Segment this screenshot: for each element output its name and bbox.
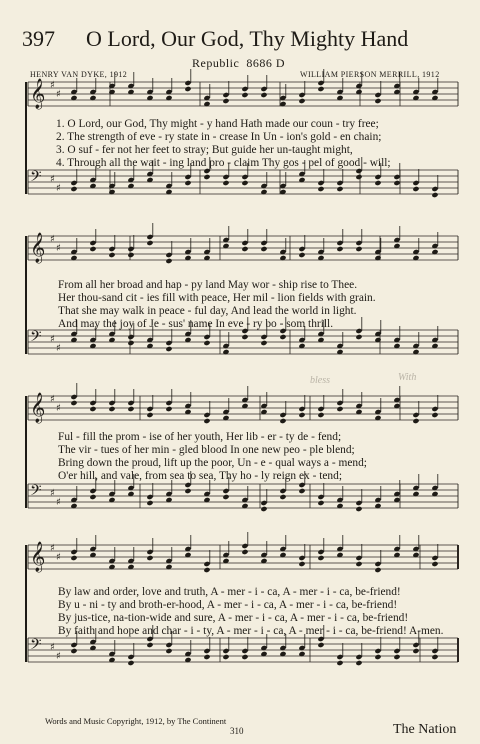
notehead — [298, 252, 305, 258]
notehead — [412, 186, 419, 192]
notehead — [374, 567, 381, 573]
lyric-line-verse-2: By u - ni - ty and broth-er-hood, A - mer - i - ca, A - mer - i - ca, be-friend! — [58, 599, 398, 611]
tune-line — [192, 56, 285, 71]
notehead — [241, 549, 248, 555]
notehead — [298, 412, 305, 418]
sharp-icon: ♯ — [56, 552, 61, 563]
notehead — [241, 334, 248, 340]
treble-clef-icon: 𝄞 — [30, 393, 46, 423]
treble-clef-icon: 𝄞 — [30, 79, 46, 109]
notehead — [279, 334, 286, 340]
system-brace — [25, 82, 27, 194]
sharp-icon: ♯ — [56, 89, 61, 100]
copyright-notice: Words and Music Copyright, 1912, by The Continent — [45, 716, 227, 726]
pencil-mark-1: bless — [310, 375, 330, 386]
lyric-line-verse-3: Bring down the proud, lift up the poor, Un - e - qual ways a - mend; — [58, 457, 367, 469]
sharp-icon: ♯ — [56, 183, 61, 194]
notehead — [260, 506, 267, 512]
sharp-icon: ♯ — [50, 488, 55, 499]
notehead — [336, 246, 343, 252]
notehead — [298, 561, 305, 567]
sharp-icon: ♯ — [56, 651, 61, 662]
lyric-line-verse-3: That she may walk in peace - ful day, And lead the world in light. — [58, 305, 357, 317]
notehead — [165, 346, 172, 352]
notehead — [165, 406, 172, 412]
notehead — [336, 406, 343, 412]
notehead — [89, 246, 96, 252]
notehead — [317, 500, 324, 506]
notehead — [279, 494, 286, 500]
sharp-icon: ♯ — [50, 642, 55, 653]
notehead — [374, 180, 381, 186]
sharp-icon: ♯ — [50, 174, 55, 185]
notehead — [184, 488, 191, 494]
notehead — [355, 506, 362, 512]
lyric-line-verse-1: Ful - fill the prom - ise of her youth, Her lib - er - ty de - fend; — [58, 431, 342, 443]
sharp-icon: ♯ — [50, 234, 55, 245]
hymn-number: 397 — [22, 26, 55, 51]
system-brace — [25, 236, 27, 354]
notehead — [108, 252, 115, 258]
notehead — [146, 642, 153, 648]
bass-clef-icon: 𝄢 — [30, 636, 42, 657]
treble-clef-icon: 𝄞 — [30, 542, 46, 572]
lyric-line-verse-4: By faith and hope and char - i - ty, A - mer - i - ca, A - mer - i - ca, be-friend! A-men. — [58, 625, 444, 637]
notehead — [127, 340, 134, 346]
notehead — [355, 334, 362, 340]
lyric-line-verse-2: Her thou-sand cit - ies fill with peace, Her mil - lion fields with grain. — [58, 292, 376, 304]
lyric-line-verse-1: 1. O Lord, our God, Thy might - y hand Hath made our coun - try free; — [56, 118, 379, 130]
bass-clef-icon: 𝄢 — [30, 168, 42, 189]
notehead — [374, 98, 381, 104]
lyric-line-verse-4: And may the joy of Je - sus' name In eve - ry bo - som thrill. — [58, 318, 334, 330]
notehead — [260, 340, 267, 346]
pencil-mark-2: With — [398, 372, 417, 383]
section-topic: The Nation — [393, 722, 457, 737]
notehead — [317, 642, 324, 648]
notehead — [355, 660, 362, 666]
staff-treble-1 — [0, 72, 480, 116]
notehead — [203, 567, 210, 573]
notehead — [165, 648, 172, 654]
notehead — [146, 412, 153, 418]
lyric-line-verse-3: By jus-tice, na-tion-wide and sure, A - mer - i - ca, A - mer - i - ca, be-friend! — [58, 612, 409, 624]
sharp-icon: ♯ — [56, 403, 61, 414]
notehead — [146, 555, 153, 561]
system-brace — [25, 545, 27, 662]
notehead — [203, 174, 210, 180]
notehead — [393, 654, 400, 660]
notehead — [222, 98, 229, 104]
notehead — [146, 500, 153, 506]
notehead — [89, 406, 96, 412]
notehead — [70, 648, 77, 654]
notehead — [431, 561, 438, 567]
notehead — [412, 648, 419, 654]
lyric-line-verse-3: 3. O suf - fer not her feet to stray; But guide her un-taught might, — [56, 144, 353, 156]
notehead — [260, 246, 267, 252]
notehead — [127, 252, 134, 258]
notehead — [317, 412, 324, 418]
sharp-icon: ♯ — [50, 334, 55, 345]
notehead — [317, 555, 324, 561]
notehead — [203, 418, 210, 424]
notehead — [431, 654, 438, 660]
notehead — [203, 340, 210, 346]
notehead — [89, 494, 96, 500]
meter: 8686 D — [246, 56, 285, 70]
notehead — [317, 186, 324, 192]
notehead — [127, 660, 134, 666]
sharp-icon: ♯ — [50, 543, 55, 554]
notehead — [336, 186, 343, 192]
staff-treble-4 — [0, 535, 480, 579]
notehead — [260, 92, 267, 98]
notehead — [431, 192, 438, 198]
notehead — [317, 86, 324, 92]
notehead — [241, 180, 248, 186]
notehead — [184, 180, 191, 186]
notehead — [374, 654, 381, 660]
lyric-line-verse-4: 4. Through all the wait - ing land pro - claim Thy gos - pel of good - will; — [56, 157, 391, 169]
sharp-icon: ♯ — [56, 243, 61, 254]
lyric-line-verse-4: O'er hill, and vale, from sea to sea, Thy ho - ly reign ex - tend; — [58, 470, 342, 482]
lyric-line-verse-1: By law and order, love and truth, A - mer - i - ca, A - mer - i - ca, be-friend! — [58, 586, 401, 598]
notehead — [127, 406, 134, 412]
notehead — [298, 488, 305, 494]
notehead — [393, 180, 400, 186]
notehead — [279, 418, 286, 424]
notehead — [165, 258, 172, 264]
bass-clef-icon: 𝄢 — [30, 328, 42, 349]
music-credit: WILLIAM PIERSON MERRILL, 1912 — [300, 70, 440, 79]
sharp-icon: ♯ — [56, 343, 61, 354]
notehead — [70, 400, 77, 406]
notehead — [355, 561, 362, 567]
sharp-icon: ♯ — [50, 80, 55, 91]
page-number: 310 — [230, 726, 244, 736]
notehead — [203, 654, 210, 660]
notehead — [241, 92, 248, 98]
treble-clef-icon: 𝄞 — [30, 233, 46, 263]
notehead — [222, 180, 229, 186]
notehead — [241, 654, 248, 660]
system-brace — [25, 396, 27, 508]
lyric-line-verse-2: The vir - tues of her min - gled blood In one new peo - ple blend; — [58, 444, 355, 456]
notehead — [431, 412, 438, 418]
sharp-icon: ♯ — [56, 497, 61, 508]
notehead — [184, 86, 191, 92]
tune-name: Republic — [192, 56, 240, 70]
notehead — [146, 240, 153, 246]
hymn-title: O Lord, Our God, Thy Mighty Hand — [86, 26, 409, 51]
notehead — [108, 406, 115, 412]
notehead — [70, 555, 77, 561]
notehead — [355, 174, 362, 180]
lyric-line-verse-2: 2. The strength of eve - ry state in - crease In Un - ion's gold - en chain; — [56, 131, 382, 143]
notehead — [412, 418, 419, 424]
words-credit: HENRY VAN DYKE, 1912 — [30, 70, 128, 79]
notehead — [336, 660, 343, 666]
staff-treble-3 — [0, 386, 480, 430]
notehead — [355, 246, 362, 252]
staff-treble-2 — [0, 226, 480, 270]
notehead — [222, 494, 229, 500]
lyric-line-verse-1: From all her broad and hap - py land May wor - ship rise to Thee. — [58, 279, 358, 291]
bass-clef-icon: 𝄢 — [30, 482, 42, 503]
notehead — [222, 654, 229, 660]
notehead — [70, 186, 77, 192]
notehead — [298, 98, 305, 104]
sharp-icon: ♯ — [50, 394, 55, 405]
notehead — [241, 246, 248, 252]
